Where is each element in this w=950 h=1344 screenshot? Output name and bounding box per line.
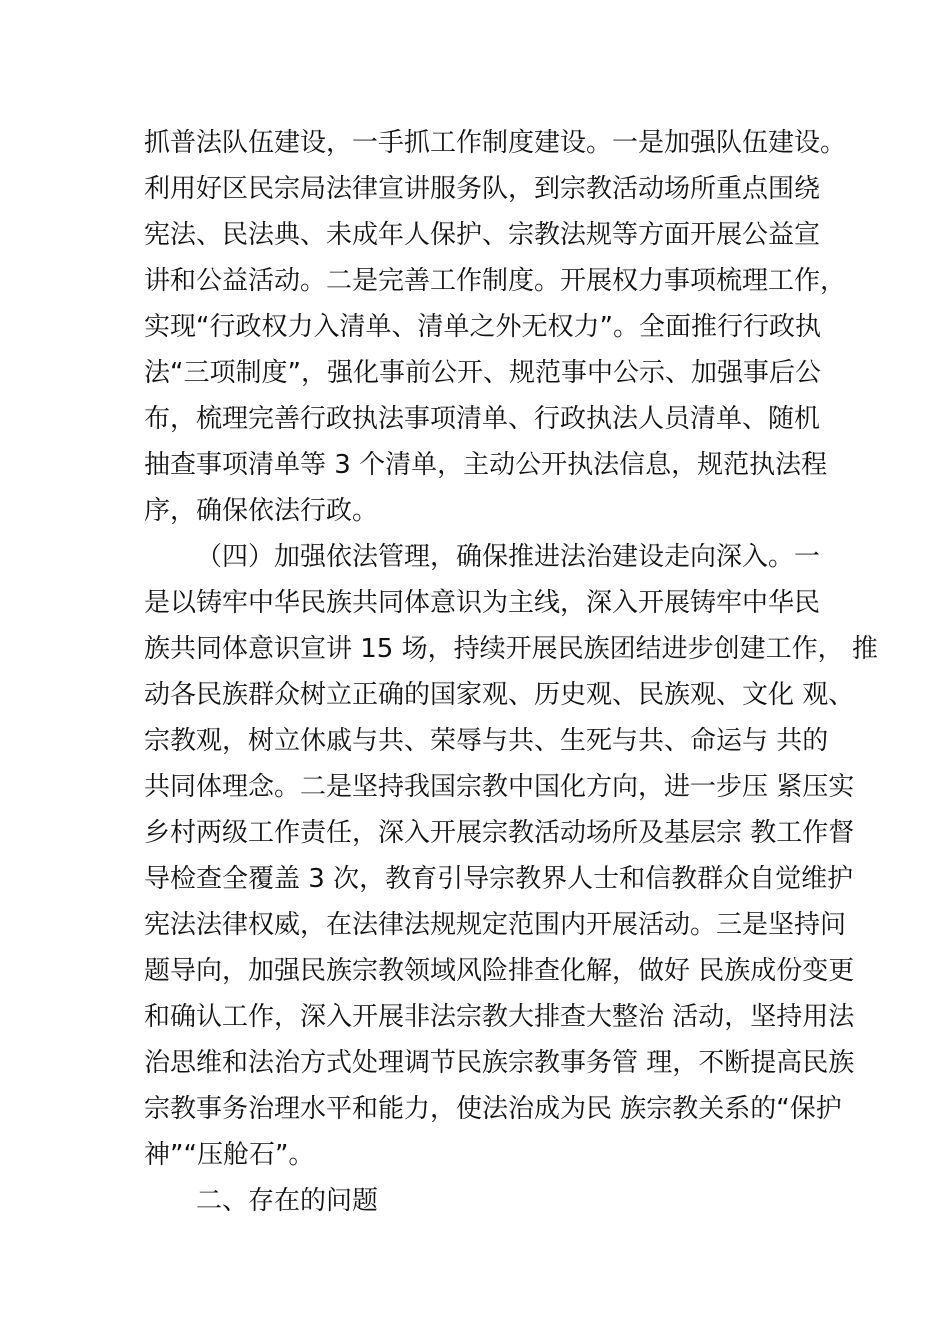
text-line-14: 宗教观，树立休戚与共、荣辱与共、生死与共、命运与 共的 — [144, 726, 829, 756]
text-line-8: 抽查事项清单等 3 个清单，主动公开执法信息，规范执法程 — [144, 450, 828, 480]
text-line-3: 宪法、民法典、未成年人保护、宗教法规等方面开展公益宣 — [144, 220, 821, 250]
text-line-11: 是以铸牢中华民族共同体意识为主线，深入开展铸牢中华民 — [144, 588, 821, 618]
text-line-12: 族共同体意识宣讲 15 场，持续开展民族团结进步创建工作， 推 — [144, 634, 878, 664]
text-line-17: 导检查全覆盖 3 次，教育引导宗教界人士和信教群众自觉维护 — [144, 864, 854, 894]
text-line-7: 布，梳理完善行政执法事项清单、行政执法人员清单、随机 — [144, 404, 821, 434]
text-line-20: 和确认工作，深入开展非法宗教大排查大整治 活动，坚持用法 — [144, 1002, 855, 1032]
section-heading-two: 二、存在的问题 — [196, 1186, 379, 1216]
text-line-9: 序，确保依法行政。 — [144, 496, 379, 526]
section-heading-four: （四）加强依法管理，确保推进法治建设走向深入。一 — [196, 542, 821, 572]
text-line-5: 实现“行政权力入清单、清单之外无权力”。全面推行行政执 — [144, 312, 821, 342]
text-line-6: 法“三项制度”，强化事前公开、规范事中公示、加强事后公 — [144, 358, 821, 388]
text-line-16: 乡村两级工作责任，深入开展宗教活动场所及基层宗 教工作督 — [144, 818, 855, 848]
text-line-23: 神”“压舱石”。 — [144, 1140, 315, 1170]
text-line-13: 动各民族群众树立正确的国家观、历史观、民族观、文化 观、 — [144, 680, 855, 710]
text-line-4: 讲和公益活动。二是完善工作制度。开展权力事项梳理工作， — [144, 266, 847, 296]
text-line-22: 宗教事务治理水平和能力，使法治成为民 族宗教关系的“保护 — [144, 1094, 842, 1124]
text-line-21: 治思维和法治方式处理调节民族宗教事务管 理，不断提高民族 — [144, 1048, 855, 1078]
text-line-2: 利用好区民宗局法律宣讲服务队，到宗教活动场所重点围绕 — [144, 174, 821, 204]
text-line-15: 共同体理念。二是坚持我国宗教中国化方向，进一步压 紧压实 — [144, 772, 855, 802]
text-line-1: 抓普法队伍建设，一手抓工作制度建设。一是加强队伍建设。 — [144, 128, 847, 158]
text-line-18: 宪法法律权威，在法律法规规定范围内开展活动。三是坚持问 — [144, 910, 847, 940]
text-line-19: 题导向，加强民族宗教领域风险排查化解，做好 民族成份变更 — [144, 956, 855, 986]
